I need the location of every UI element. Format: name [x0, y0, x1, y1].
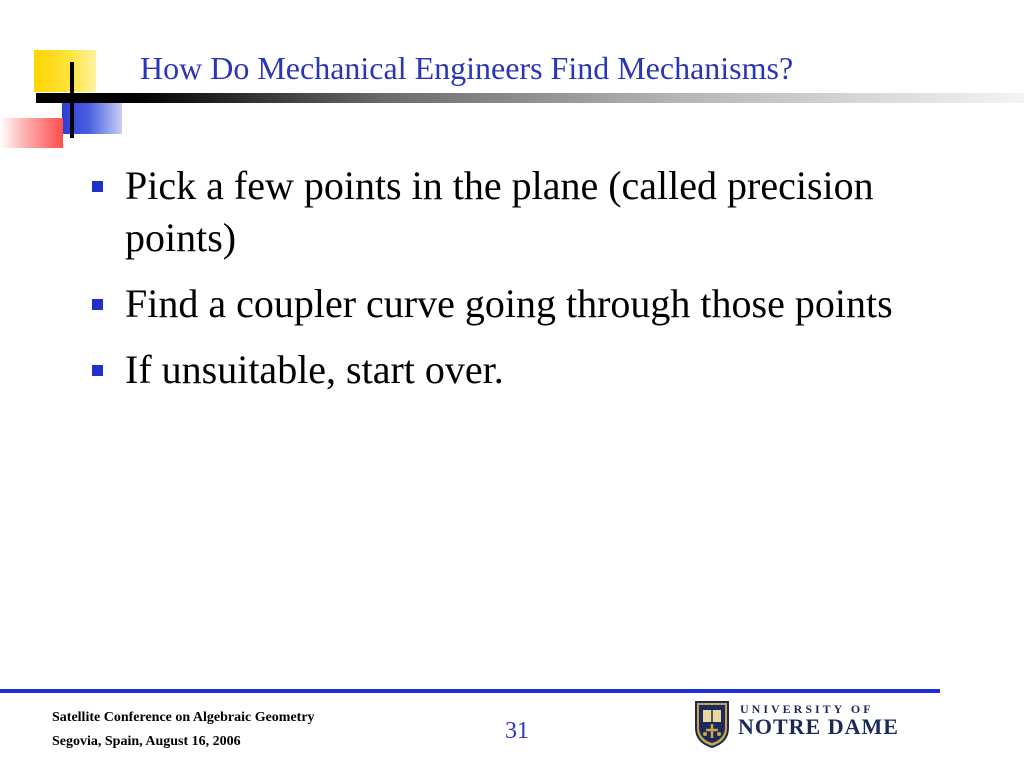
footer-info — [52, 706, 315, 754]
bullet-text: If unsuitable, start over. — [125, 347, 504, 392]
bullet-square-icon — [92, 299, 103, 310]
bullet-item — [92, 278, 952, 330]
bullet-square-icon — [92, 365, 103, 376]
header-vertical-rule — [70, 62, 74, 138]
logo-line-2: NOTRE DAME — [738, 714, 899, 739]
header-rule — [36, 93, 1024, 103]
bullet-text: Pick a few points in the plane (called precision points) — [125, 163, 874, 260]
bullet-text: Find a coupler curve going through those points — [125, 281, 893, 326]
footer-conference: Satellite Conference on Algebraic Geometry — [52, 710, 315, 725]
bullet-square-icon — [92, 181, 103, 192]
footer-rule — [0, 689, 940, 693]
bullet-item — [92, 160, 952, 264]
page-number: 31 — [505, 718, 529, 744]
slide-title: How Do Mechanical Engineers Find Mechanisms? — [140, 50, 794, 86]
header-yellow-block — [34, 50, 96, 92]
logo-line-1: UNIVERSITY OF — [740, 702, 874, 716]
university-seal-icon — [694, 700, 730, 748]
bullet-item — [92, 344, 952, 396]
header-red-block — [0, 118, 63, 148]
footer-location-date: Segovia, Spain, August 16, 2006 — [52, 734, 241, 749]
bullet-list — [92, 160, 952, 410]
notre-dame-logo — [694, 700, 899, 752]
